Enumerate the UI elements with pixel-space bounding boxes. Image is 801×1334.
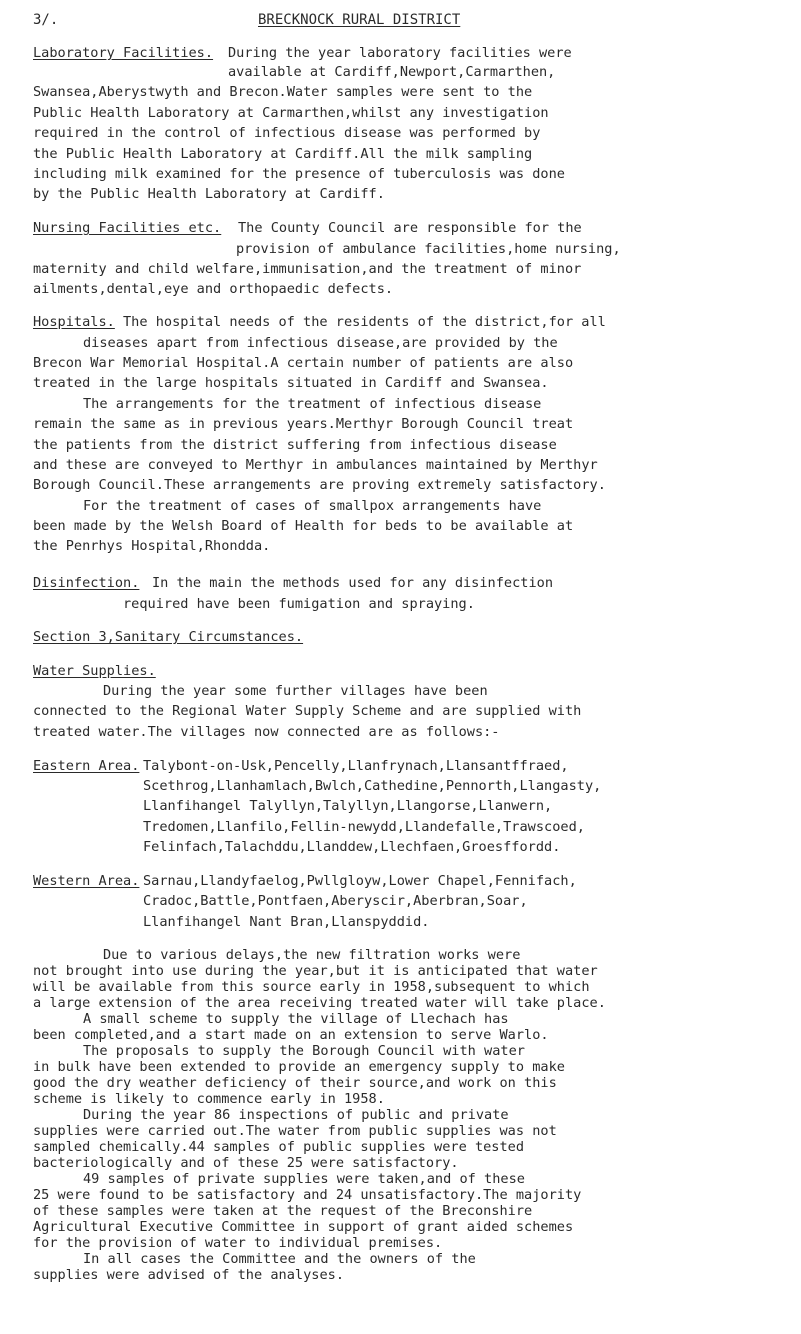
page-number: 3/.	[33, 12, 59, 28]
laboratory-line: by the Public Health Laboratory at Cardiff.	[33, 186, 385, 202]
eastern-area-heading: Eastern Area.	[33, 758, 140, 774]
eastern-area-line: Tredomen,Llanfilo,Fellin-newydd,Llandefalle,Trawscoed,	[143, 819, 585, 835]
closing-line: been completed,and a start made on an extension to serve Warlo.	[33, 1027, 549, 1043]
closing-line: for the provision of water to individual premises.	[33, 1235, 443, 1251]
western-area-line: Cradoc,Battle,Pontfaen,Aberyscir,Aberbran,Soar,	[143, 893, 528, 909]
section-3-heading: Section 3,Sanitary Circumstances.	[33, 629, 304, 645]
nursing-line: maternity and child welfare,immunisation,and the treatment of minor	[33, 261, 582, 277]
eastern-area-line: Llanfihangel Talyllyn,Talyllyn,Llangorse,Llanwern,	[143, 798, 553, 814]
closing-line: supplies were carried out.The water from public supplies was not	[33, 1123, 557, 1139]
laboratory-heading: Laboratory Facilities.	[33, 45, 214, 61]
hospitals-line: For the treatment of cases of smallpox arrangements have	[83, 498, 542, 514]
western-area-line: Llanfihangel Nant Bran,Llanspyddid.	[143, 914, 430, 930]
water-heading: Water Supplies.	[33, 663, 156, 679]
nursing-line: The County Council are responsible for the	[238, 220, 582, 236]
hospitals-line: remain the same as in previous years.Merthyr Borough Council treat	[33, 416, 574, 432]
closing-line: a large extension of the area receiving treated water will take place.	[33, 995, 606, 1011]
hospitals-line: diseases apart from infectious disease,are provided by the	[83, 335, 558, 351]
page-title: BRECKNOCK RURAL DISTRICT	[258, 12, 461, 28]
hospitals-line: the patients from the district suffering from infectious disease	[33, 437, 557, 453]
water-line: connected to the Regional Water Supply Scheme and are supplied with	[33, 703, 582, 719]
closing-line: scheme is likely to commence early in 1958.	[33, 1091, 385, 1107]
closing-line: supplies were advised of the analyses.	[33, 1267, 344, 1283]
laboratory-line: required in the control of infectious disease was performed by	[33, 125, 541, 141]
laboratory-line: During the year laboratory facilities were	[228, 45, 572, 61]
laboratory-line: Public Health Laboratory at Carmarthen,whilst any investigation	[33, 105, 549, 121]
closing-line: Agricultural Executive Committee in support of grant aided schemes	[33, 1219, 574, 1235]
closing-line: will be available from this source early in 1958,subsequent to which	[33, 979, 590, 995]
western-area-line: Sarnau,Llandyfaelog,Pwllgloyw,Lower Chapel,Fennifach,	[143, 873, 577, 889]
water-line: During the year some further villages have been	[103, 683, 488, 699]
hospitals-line: Borough Council.These arrangements are proving extremely satisfactory.	[33, 477, 606, 493]
closing-line: 25 were found to be satisfactory and 24 unsatisfactory.The majority	[33, 1187, 582, 1203]
laboratory-line: available at Cardiff,Newport,Carmarthen,	[228, 64, 556, 80]
closing-line: A small scheme to supply the village of Llechach has	[83, 1011, 509, 1027]
western-area-heading: Western Area.	[33, 873, 140, 889]
eastern-area-line: Felinfach,Talachddu,Llanddew,Llechfaen,Groesffordd.	[143, 839, 561, 855]
nursing-heading: Nursing Facilities etc.	[33, 220, 222, 236]
hospitals-line: The arrangements for the treatment of infectious disease	[83, 396, 542, 412]
nursing-line: ailments,dental,eye and orthopaedic defects.	[33, 281, 394, 297]
closing-line: bacteriologically and of these 25 were satisfactory.	[33, 1155, 459, 1171]
hospitals-line: The hospital needs of the residents of the district,for all	[123, 314, 606, 330]
laboratory-line: the Public Health Laboratory at Cardiff.All the milk sampling	[33, 146, 533, 162]
closing-line: In all cases the Committee and the owners of the	[83, 1251, 476, 1267]
eastern-area-line: Scethrog,Llanhamlach,Bwlch,Cathedine,Pennorth,Llangasty,	[143, 778, 602, 794]
closing-line: 49 samples of private supplies were taken,and of these	[83, 1171, 525, 1187]
closing-line: not brought into use during the year,but it is anticipated that water	[33, 963, 598, 979]
closing-line: good the dry weather deficiency of their source,and work on this	[33, 1075, 557, 1091]
closing-line: in bulk have been extended to provide an emergency supply to make	[33, 1059, 565, 1075]
hospitals-line: been made by the Welsh Board of Health for beds to be available at	[33, 518, 574, 534]
hospitals-line: the Penrhys Hospital,Rhondda.	[33, 538, 271, 554]
disinfection-line: In the main the methods used for any disinfection	[152, 575, 554, 591]
water-line: treated water.The villages now connected are as follows:-	[33, 724, 500, 740]
hospitals-line: treated in the large hospitals situated in Cardiff and Swansea.	[33, 375, 549, 391]
closing-line: sampled chemically.44 samples of public supplies were tested	[33, 1139, 525, 1155]
disinfection-heading: Disinfection.	[33, 575, 140, 591]
eastern-area-line: Talybont-on-Usk,Pencelly,Llanfrynach,Llansantffraed,	[143, 758, 569, 774]
hospitals-line: and these are conveyed to Merthyr in ambulances maintained by Merthyr	[33, 457, 598, 473]
closing-line: Due to various delays,the new filtration works were	[103, 947, 521, 963]
nursing-line: provision of ambulance facilities,home nursing,	[236, 241, 621, 257]
laboratory-line: including milk examined for the presence of tuberculosis was done	[33, 166, 565, 182]
closing-line: The proposals to supply the Borough Council with water	[83, 1043, 525, 1059]
closing-line: During the year 86 inspections of public and private	[83, 1107, 509, 1123]
laboratory-line: Swansea,Aberystwyth and Brecon.Water samples were sent to the	[33, 84, 533, 100]
closing-line: of these samples were taken at the request of the Breconshire	[33, 1203, 533, 1219]
hospitals-heading: Hospitals.	[33, 314, 115, 330]
hospitals-line: Brecon War Memorial Hospital.A certain number of patients are also	[33, 355, 574, 371]
disinfection-line: required have been fumigation and spraying.	[123, 596, 475, 612]
